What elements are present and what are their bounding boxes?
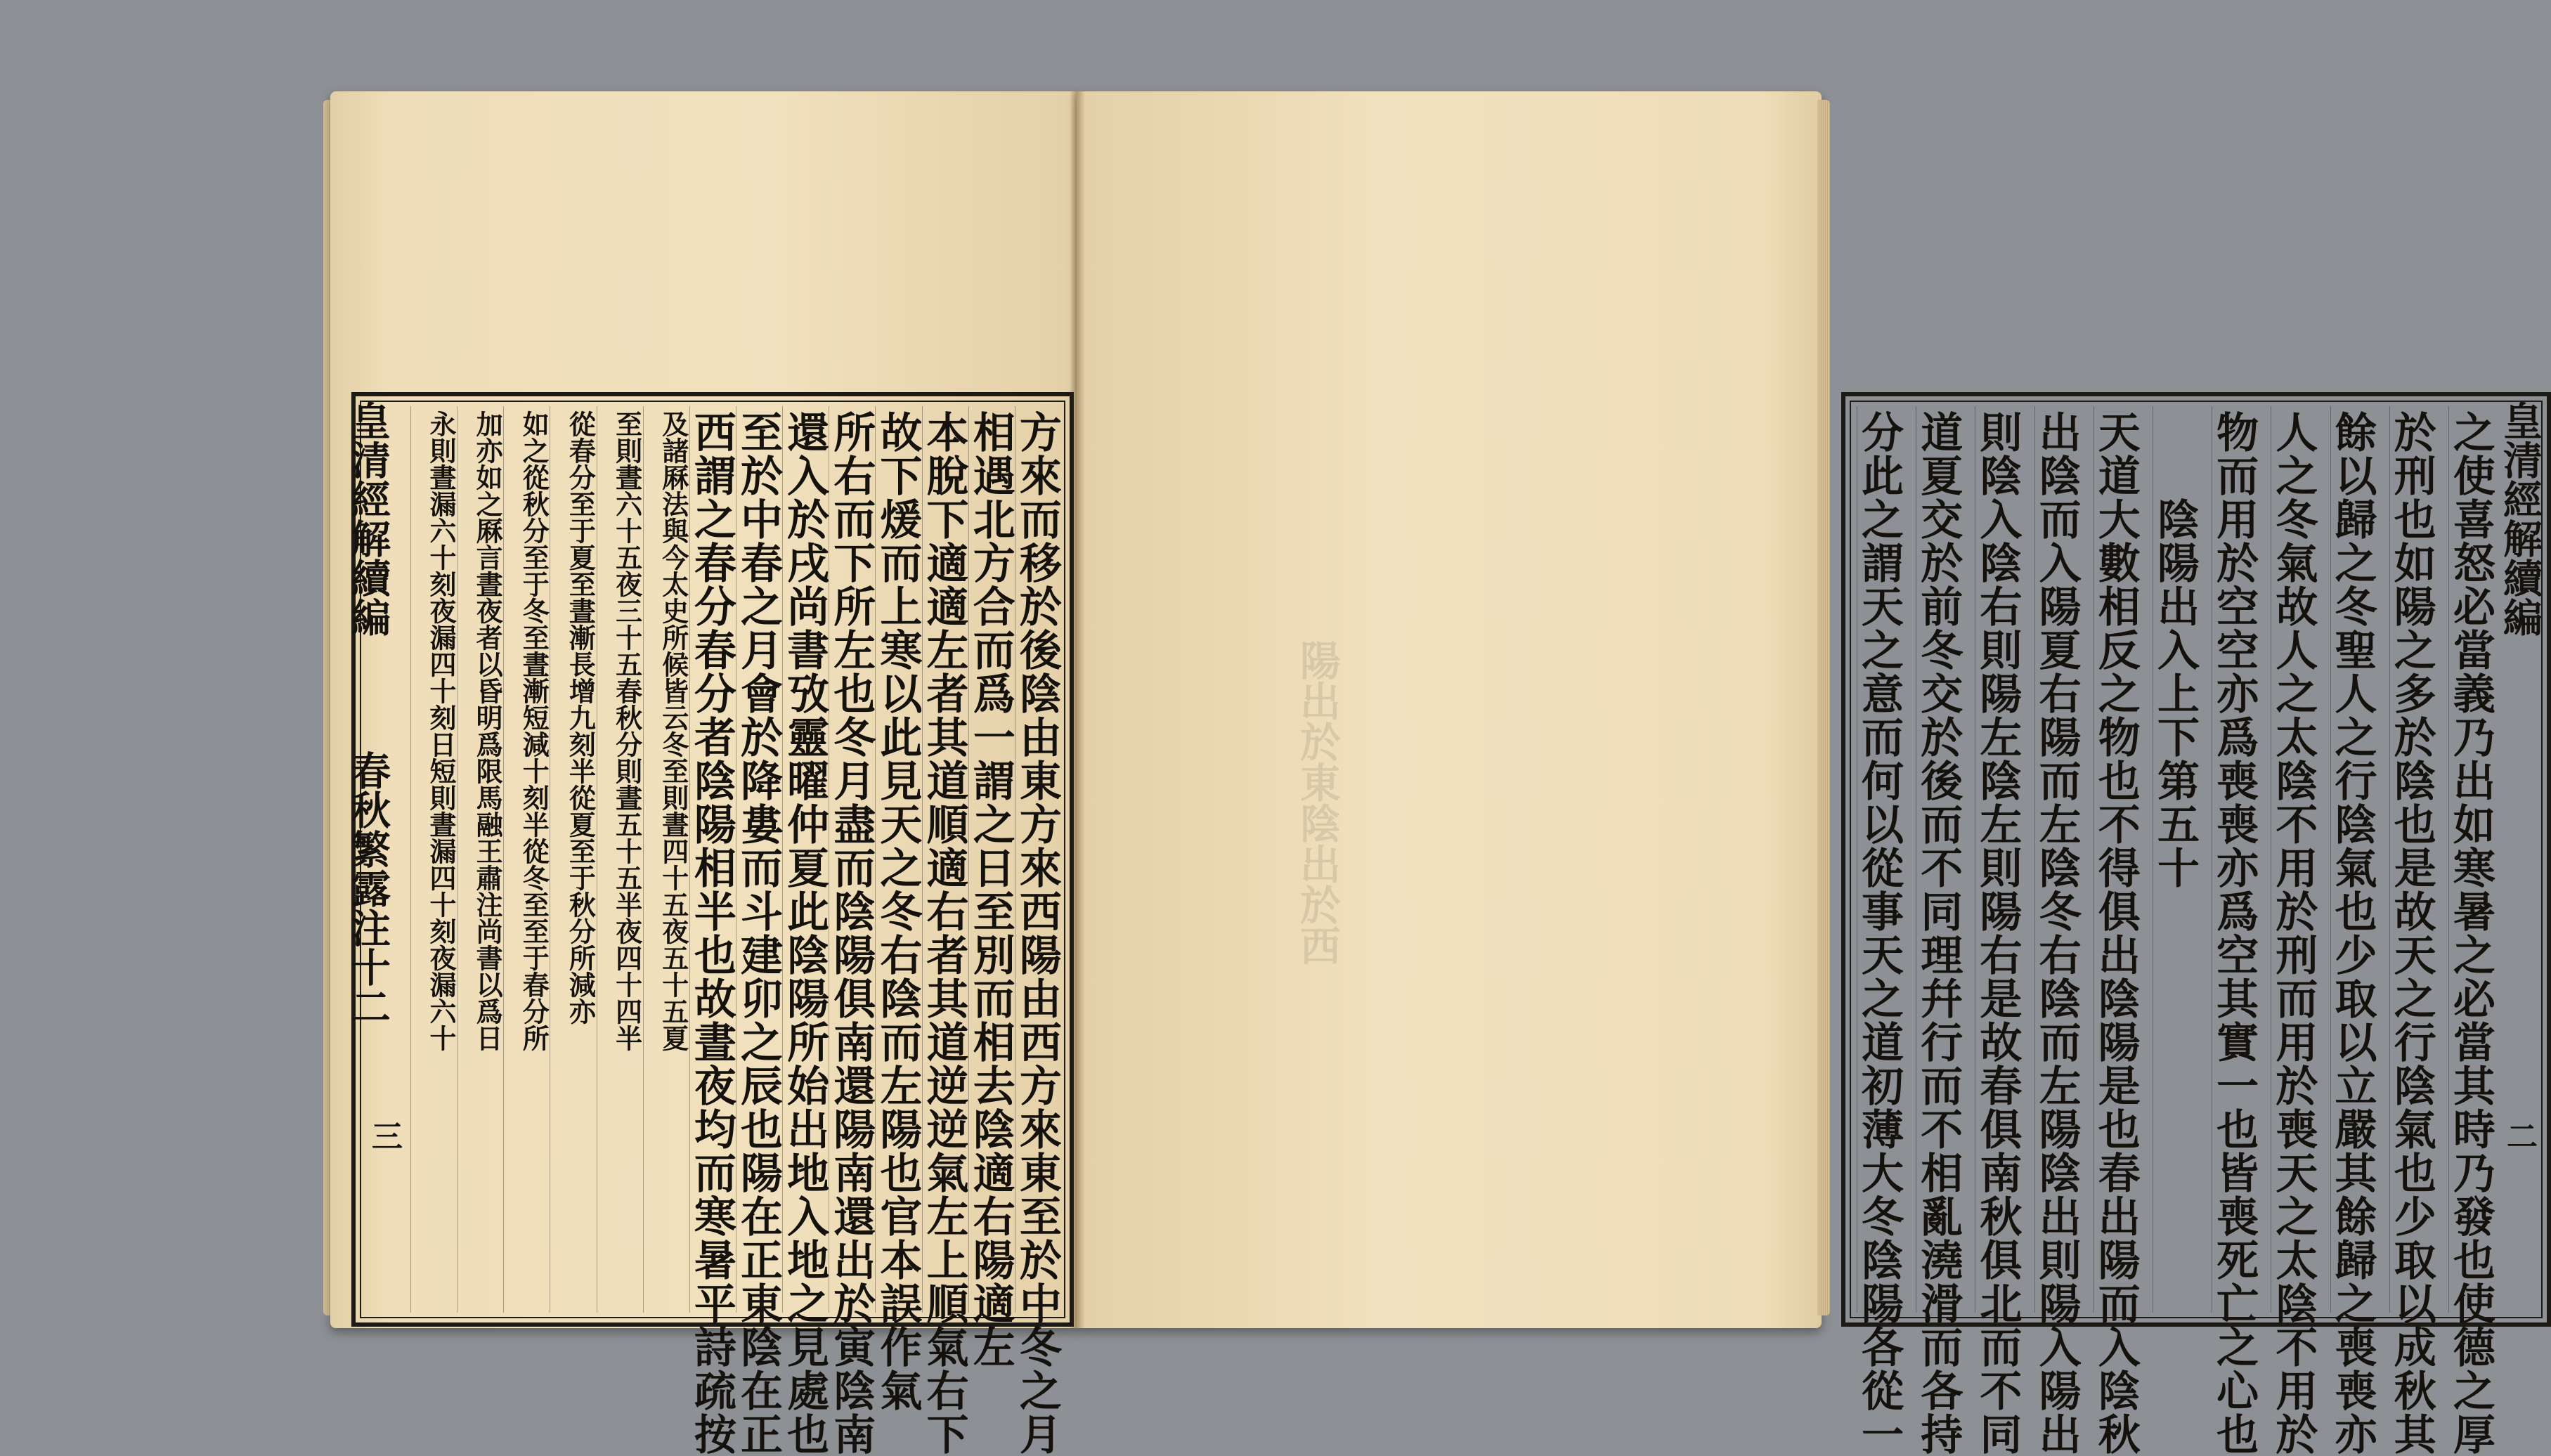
left-text-column: 相遇北方合而爲一謂之日至別而相去陰適右陽適左 — [968, 406, 1012, 1313]
left-page — [330, 91, 1077, 1456]
right-text-columns — [1855, 406, 2495, 1456]
left-text-column: 西謂之春分春分者陰陽相半也故晝夜均而寒暑平詩疏按 — [689, 406, 733, 1313]
left-text-column: 至於中春之月會於降婁而斗建卯之辰也陽在正東陰在正 — [736, 406, 779, 1313]
right-margin-title — [2497, 396, 2548, 1322]
show-through-text: 陽出於東陰出於西 — [1293, 639, 1341, 966]
right-margin-title-text: 皇清經解續編 — [2497, 401, 2543, 637]
right-page-edge — [1817, 100, 1830, 1315]
left-text-column: 永則晝漏六十刻夜漏四十刻日短則晝漏四十刻夜漏六十 — [410, 406, 454, 1313]
left-text-column: 本脫下適適左者其道順適右者其道逆逆氣左上順氣右下 — [922, 406, 966, 1313]
left-margin-subtitle-text: 春秋繁露注十二 — [345, 750, 391, 1026]
right-folio: 二 — [2501, 1120, 2537, 1151]
right-text-column: 之使喜怒必當義乃出如寒暑之必當其時乃發也使德之厚 — [2448, 406, 2492, 1313]
left-text-column: 加亦如之厤言晝夜者以昏明爲限馬融王肅注尚書以爲日 — [457, 406, 500, 1313]
left-text-column: 所右而下所左也冬月盡而陰陽俱南還陽南還出於寅陰南 — [829, 406, 872, 1313]
book-gutter — [1070, 91, 1085, 1328]
right-text-column: 分此之謂天之意而何以從事天之道初薄大冬陰陽各從一 — [1857, 406, 1900, 1313]
left-print-frame — [345, 392, 1074, 1456]
left-text-column: 故下煖而上寒以此見天之冬右陰而左陽也官本誤作氣 — [875, 406, 919, 1313]
right-text-column: 出陰而入陽夏右陽而左陰冬右陰而左陽陰出則陽入陽出 — [2034, 406, 2078, 1313]
right-text-column: 餘以歸之冬聖人之行陰氣也少取以立嚴其餘歸之喪喪亦 — [2330, 406, 2374, 1313]
left-text-column: 如之從秋分至于冬至晝漸短減十刻半從冬至至于春分所 — [503, 406, 547, 1313]
left-text-column: 及諸厤法與今太史所候皆云冬至則晝四十五夜五十五夏 — [643, 406, 687, 1313]
left-margin-title — [345, 396, 396, 1322]
left-margin-title-text: 皇清經解續編 — [345, 401, 391, 637]
right-print-frame — [1841, 392, 2551, 1456]
left-text-column: 從春分至于夏至晝漸長增九刻半從夏至于秋分所減亦 — [550, 406, 593, 1313]
right-text-column: 於刑也如陽之多於陰也是故天之行陰氣也少取以成秋其 — [2389, 406, 2433, 1313]
right-text-column: 物而用於空空亦爲喪喪亦爲空其實一也皆喪死亡之心也 — [2212, 406, 2255, 1313]
left-text-columns — [410, 406, 1062, 1456]
left-text-column: 方來而移於後陰由東方來西陽由西方來東至於中冬之月 — [1015, 406, 1058, 1313]
right-page — [1077, 91, 2543, 1456]
right-text-column: 道夏交於前冬交於後而不同理幷行而不相亂澆滑而各持 — [1916, 406, 1959, 1313]
right-text-column: 陰陽出入上下第五十 — [2153, 406, 2196, 1313]
right-text-column: 天道大數相反之物也不得俱出陰陽是也春出陽而入陰秋 — [2094, 406, 2137, 1313]
left-text-column: 至則晝六十五夜三十五春秋分則晝五十五半夜四十四半 — [597, 406, 640, 1313]
open-book — [330, 79, 2543, 1456]
right-text-column: 人之冬氣故人之太陰不用於刑而用於喪天之太陰不用於 — [2271, 406, 2314, 1313]
left-text-column: 還入於戌尚書攷靈曜仲夏此陰陽所始出地入地之見處也 — [782, 406, 826, 1313]
left-folio: 三 — [366, 1120, 402, 1151]
right-text-column: 則陰入陰右則陽左陰左則陽右是故春俱南秋俱北而不同 — [1975, 406, 2018, 1313]
